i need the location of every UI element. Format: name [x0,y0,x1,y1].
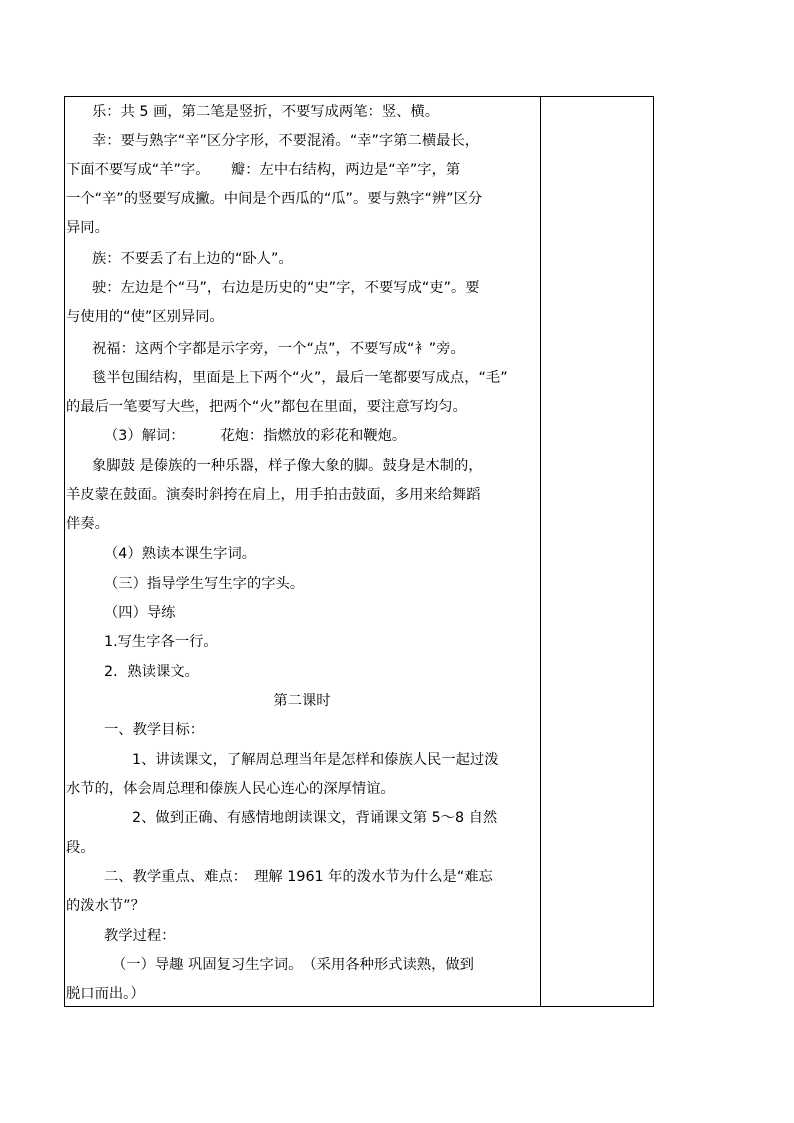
text-line: （四）导练 [104,605,176,621]
text-line: （一）导趣 巩固复习生字词。 （采用各种形式读熟，做到 [112,957,474,973]
text-line: 2．熟读课文。 [104,664,199,680]
text-line: 水节的，体会周总理和傣族人民心连心的深厚情谊。 [66,781,395,797]
text-line: 一个“辛”的竖要写成撇。中间是个西瓜的“瓜”。要与熟字“辨”区分 [66,191,483,207]
text-line: 段。 [66,840,95,856]
table-column-divider [540,96,541,1007]
text-line: 幸：要与熟字“辛”区分字形，不要混淆。“幸”字第二横最长， [92,133,480,149]
text-line: 祝福：这两个字都是示字旁，一个“点”，不要写成“衤”旁。 [92,341,465,357]
text-line: 下面不要写成“羊”字。 瓣：左中右结构，两边是“辛”字，第 [66,162,461,178]
text-line: 的最后一笔要写大些，把两个“火”都包在里面，要注意写均匀。 [66,399,467,415]
text-line: 与使用的“使”区别异同。 [66,309,224,325]
text-line: 象脚鼓 是傣族的一种乐器，样子像大象的脚。鼓身是木制的， [92,458,483,474]
text-line: 驶：左边是个“马”，右边是历史的“史”字，不要写成“吏”。要 [92,280,480,296]
text-line: 异同。 [66,220,109,236]
text-line: 伴奏。 [66,516,109,532]
text-line: 二、教学重点、难点： 理解 1961 年的泼水节为什么是“难忘 [104,869,493,885]
text-line: 2、做到正确、有感情地朗读课文，背诵课文第 5～8 自然 [132,810,498,826]
text-line: （3）解词： 花炮：指燃放的彩花和鞭炮。 [104,428,407,444]
text-line: 乐：共 5 画，第二笔是竖折，不要写成两笔：竖、横。 [92,104,440,120]
text-line: （三）指导学生写生字的字头。 [104,576,305,592]
text-line: 脱口而出。） [66,986,145,1002]
text-line: 族：不要丢了右上边的“卧人”。 [92,251,293,267]
text-line: 1.写生字各一行。 [104,634,218,650]
text-line: 一、教学目标： [104,722,205,738]
text-line: （4）熟读本课生字词。 [104,546,257,562]
text-line: 羊皮蒙在鼓面。演奏时斜挎在肩上，用手拍击鼓面，多用来给舞蹈 [66,487,481,503]
text-line: 毯半包围结构，里面是上下两个“火”，最后一笔都要写成点，“毛” [92,370,508,386]
text-line: 的泼水节”？ [66,898,145,914]
text-line: 教学过程： [104,928,176,944]
section-heading: 第二课时 [273,693,331,709]
text-line: 1、讲读课文，了解周总理当年是怎样和傣族人民一起过泼 [132,752,499,768]
